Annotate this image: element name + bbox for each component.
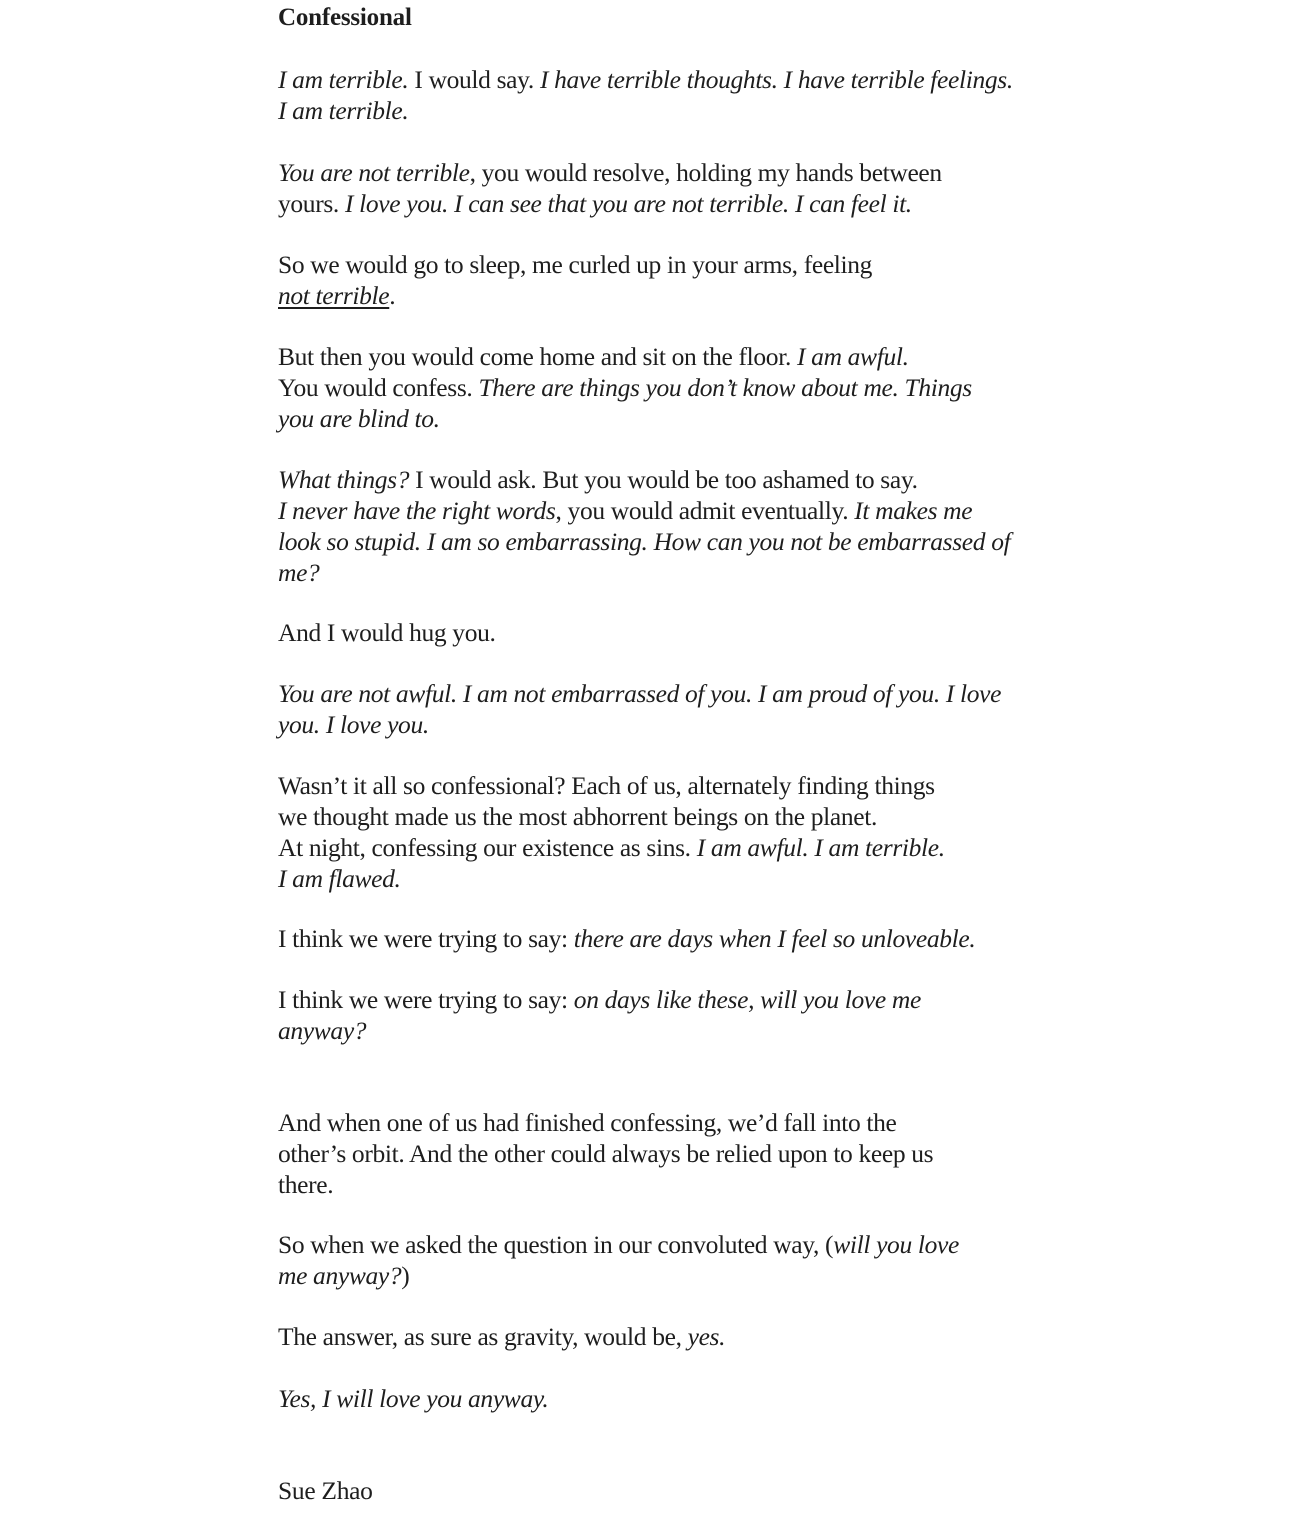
italic-text: You are not awful. I am not embarrassed of you. I am proud of you. I love: [278, 679, 1002, 708]
italic-text: you are blind to.: [278, 404, 440, 433]
poem-line: [278, 1383, 548, 1414]
stanza: [278, 464, 1010, 588]
text-run: , you would resolve, holding my hands between: [469, 158, 942, 187]
italic-text: me anyway?: [278, 1261, 402, 1290]
text-run: , you would admit eventually.: [555, 496, 855, 525]
stanza: [278, 1383, 548, 1414]
italic-text: me?: [278, 558, 320, 587]
poem-line: [278, 1229, 959, 1260]
text-run: I would say.: [408, 65, 540, 94]
poem-line: [278, 372, 972, 403]
poem-line: [278, 157, 942, 188]
text-run: I think we were trying to say:: [278, 985, 574, 1014]
poem-line: [278, 557, 1010, 588]
italic-text: I am awful.: [797, 342, 909, 371]
italic-text: on days like these, will you love me: [573, 985, 921, 1014]
italic-text: I am terrible.: [278, 96, 409, 125]
poem-line: [278, 341, 972, 372]
poem-line: [278, 495, 1010, 526]
stanza: [278, 617, 496, 648]
poem-line: [278, 1169, 933, 1200]
text-run: So we would go to sleep, me curled up in your arms, feeling: [278, 250, 873, 279]
poem-line: [278, 280, 872, 311]
italic-text: you. I love you.: [278, 710, 429, 739]
stanza: [278, 64, 1013, 126]
stanza: [278, 770, 945, 894]
text-run: Wasn’t it all so confessional? Each of us, alternately finding things: [278, 771, 935, 800]
poem-line: [278, 526, 1010, 557]
poem-line: [278, 464, 1010, 495]
poem-line: [278, 1321, 725, 1352]
text-run: there.: [278, 1170, 334, 1199]
text-run: And when one of us had finished confessing, we’d fall into the: [278, 1108, 897, 1137]
italic-text: there are days when I feel so unloveable.: [573, 924, 976, 953]
text-run: .: [389, 281, 396, 310]
poem-line: [278, 249, 872, 280]
stanza: [278, 1321, 725, 1352]
italic-text: I am awful. I am terrible.: [696, 833, 945, 862]
author-name: Sue Zhao: [278, 1476, 373, 1505]
poem-line: [278, 617, 496, 648]
text-run: You would confess.: [278, 373, 479, 402]
italic-text: You are not terrible: [278, 158, 470, 187]
text-run: other’s orbit. And the other could always be relied upon to keep us: [278, 1139, 934, 1168]
italic-text: will you love: [833, 1230, 959, 1259]
poem-line: [278, 678, 1001, 709]
poem-line: [278, 95, 1013, 126]
stanza: [278, 1229, 959, 1291]
text-run: yours.: [278, 189, 345, 218]
italic-text: yes.: [687, 1322, 726, 1351]
stanza: [278, 157, 942, 219]
italic-text: It makes me: [854, 496, 973, 525]
stanza: [278, 678, 1001, 740]
italic-text: not terrible: [278, 281, 390, 310]
poem-line: [278, 64, 1013, 95]
stanza: [278, 1107, 933, 1200]
italic-text: look so stupid. I am so embarrassing. How can you not be embarrassed of: [278, 527, 1011, 556]
text-run: And I would hug you.: [278, 618, 496, 647]
poem-line: [278, 832, 945, 863]
poem-line: [278, 1138, 933, 1169]
stanza: [278, 984, 921, 1046]
poem-line: [278, 1015, 921, 1046]
poem-line: [278, 1260, 959, 1291]
poem-line: [278, 709, 1001, 740]
poem-line: [278, 923, 975, 954]
italic-text: I am flawed.: [278, 864, 401, 893]
text-run: The answer, as sure as gravity, would be,: [278, 1322, 688, 1351]
stanza: [278, 923, 975, 954]
italic-text: There are things you don’t know about me. Things: [478, 373, 972, 402]
stanza: [278, 249, 872, 311]
text-run: I think we were trying to say:: [278, 924, 574, 953]
stanza: [278, 341, 972, 434]
text-run: But then you would come home and sit on the floor.: [278, 342, 797, 371]
text-run: So when we asked the question in our convoluted way, (: [278, 1230, 834, 1259]
italic-text: anyway?: [278, 1016, 367, 1045]
poem-line: [278, 1107, 933, 1138]
poem-line: [278, 403, 972, 434]
poem-line: [278, 801, 945, 832]
text-run: ): [401, 1261, 410, 1290]
italic-text: What things?: [278, 465, 410, 494]
text-run: we thought made us the most abhorrent beings on the planet.: [278, 802, 878, 831]
poem-line: [278, 770, 945, 801]
text-run: At night, confessing our existence as sins.: [278, 833, 697, 862]
poem-line: [278, 863, 945, 894]
italic-text: Yes, I will love you anyway.: [278, 1384, 549, 1413]
italic-text: I am terrible.: [278, 65, 409, 94]
text-run: I would ask. But you would be too ashamed to say.: [409, 465, 918, 494]
italic-text: I have terrible thoughts. I have terrible feelings.: [539, 65, 1013, 94]
poem-line: [278, 188, 942, 219]
italic-text: I love you. I can see that you are not terrible. I can feel it.: [344, 189, 912, 218]
poem-title: Confessional: [278, 4, 412, 31]
italic-text: I never have the right words: [278, 496, 556, 525]
poem-line: [278, 984, 921, 1015]
